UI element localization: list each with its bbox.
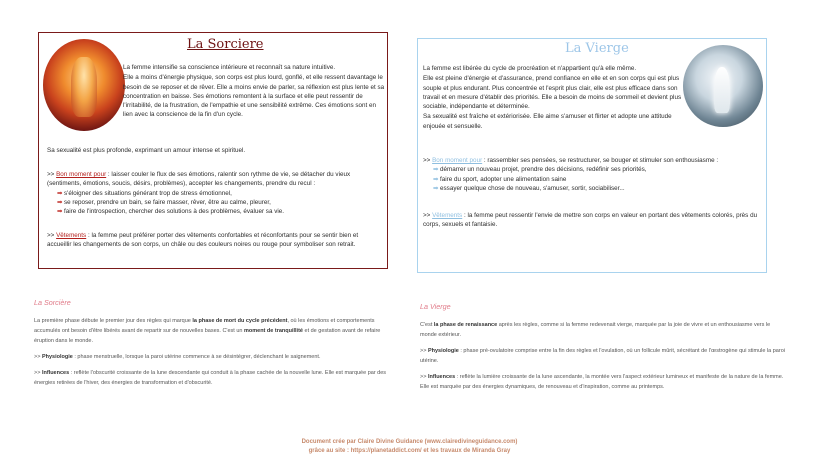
vierge-intro <box>423 64 689 132</box>
vierge-bullet <box>423 165 763 174</box>
sorciere-card <box>38 32 388 269</box>
vierge-moment <box>423 156 763 193</box>
arrow-icon: ➡ <box>433 166 439 174</box>
vierge-moment-label: Bon moment pour <box>432 157 483 164</box>
sorciere-vetement-label: Vêtements <box>56 232 87 239</box>
lower-left-p2: >> Physiologie : phase menstruelle, lorsque la paroi utérine commence à se désintégrer, déclenchant le saignement. <box>34 354 321 360</box>
vierge-title: La Vierge <box>565 41 629 56</box>
sorciere-bullet <box>47 207 383 216</box>
lower-right-p1: C'est la phase de renaissance après les règles, comme si la femme redevenait vierge, marquée par la joie de vivre et un enthousiasme vers le monde extérieur. <box>420 322 771 338</box>
vierge-moment-prefix: >> <box>423 157 433 164</box>
sorciere-bullet <box>47 189 383 198</box>
lower-right-section <box>420 320 785 398</box>
sorciere-bullet-text: se reposer, prendre un bain, se faire masser, rêver, être au calme, pleurer, <box>64 198 271 206</box>
sorciere-moment-prefix: >> <box>47 171 57 178</box>
vierge-moment-text: : rassembler ses pensées, se restructurer, se bouger et stimuler son enthousiasme : <box>482 157 719 164</box>
vierge-bullet <box>423 175 763 184</box>
sorciere-bullet-text: faire de l'introspection, chercher des solutions à des problèmes, évaluer sa vie. <box>64 208 284 216</box>
arrow-icon: ➡ <box>57 198 63 206</box>
sorciere-vetements <box>47 231 383 250</box>
vierge-vetement-label: Vêtements <box>432 212 463 219</box>
vierge-card <box>417 38 767 273</box>
sorciere-vetement-text: : la femme peut préférer porter des vêtements confortables et réconfortants pour se sentir bien et accueillir les changements de son corps, un châle ou des couleurs noires ou rouge pour symboliser son retrait. <box>47 232 359 249</box>
arrow-icon: ➡ <box>57 189 63 197</box>
sorciere-intro-3: Sa sexualité est plus profonde, exprimant un amour intense et spirituel. <box>47 147 246 154</box>
arrow-icon: ➡ <box>433 175 439 183</box>
footer-line-2: grâce au site : https://planetaddict.com/ et les travaux de Miranda Gray <box>308 448 511 454</box>
vierge-bullet-text: faire du sport, adopter une alimentation saine <box>440 175 567 183</box>
vierge-bullet <box>423 184 763 193</box>
vierge-bullet-text: essayer quelque chose de nouveau, s'amuser, sortir, sociabiliser... <box>440 184 625 192</box>
lower-right-p3: >> Influences : reflète la lumière croissante de la lune ascendante, la montée vers l'aspect extérieur lumineux et manifeste de la nature de la femme. Elle est marquée par des énergies dynamiques, de renouveau et d'inspiration, comme au printemps. <box>420 374 784 390</box>
sorciere-intro-2: Elle a moins d'énergie physique, son corps est plus lourd, gonflé, et elle ressent davantage le besoin de se reposer et de rêver. Elle a moins envie de parler, sa réflexion est plus lente et sa concentration en baisse. Ses émotions remontent à la surface et elle peut ressentir de l'irritabilité, de la frustration, de l'empathie et une sensibilité extrême. Ces émotions sont en lien avec la conscience de la fin d'un cycle. <box>123 74 385 119</box>
footer-line-1: Document crée par Claire Divine Guidance (www.clairedivineguidance.com) <box>301 439 518 445</box>
vierge-vetement-prefix: >> <box>423 212 433 219</box>
sorciere-bullet <box>47 198 383 207</box>
lower-left-section <box>34 316 394 394</box>
sorciere-moment-text: : laisser couler le flux de ses émotions, ralentir son rythme de vie, se détacher du vieux (sentiments, émotions, soucis, désirs, problèmes), accepter les changements, prendre du recul : <box>47 171 351 188</box>
lower-left-title: La Sorcière <box>34 298 71 307</box>
lower-left-p3: >> Influences : reflète l'obscurité croissante de la lune descendante qui conduit à la phase cachée de la nouvelle lune. Elle est marquée par des énergies retirées de l'hiver, des énergies de transformation et d'obscurité. <box>34 370 387 386</box>
arrow-icon: ➡ <box>433 184 439 192</box>
vierge-bullet-text: démarrer un nouveau projet, prendre des décisions, redéfinir ses priorités, <box>440 166 647 174</box>
vierge-intro-1: La femme est libérée du cycle de procréation et n'appartient qu'à elle même. <box>423 65 637 72</box>
sorciere-sexualite <box>47 146 383 155</box>
sorciere-image <box>43 39 125 131</box>
lower-left-p1: La première phase débute le premier jour des règles qui marque la phase de mort du cycle précédent, où les émotions et comportements accumulés ont besoin d'être libérés avant de repartir sur de nouvelles bases. C'est un moment de tranquillité et de gestation avant de refaire éruption dans le monde. <box>34 318 381 344</box>
vierge-vetements <box>423 211 763 230</box>
lower-right-p2: >> Physiologie : phase pré-ovulatoire comprise entre la fin des règles et l'ovulation, où un follicule mûrit, sécrétant de l'œstrogène qui stimule la paroi utérine. <box>420 348 785 364</box>
sorciere-bullet-text: s'éloigner des situations générant trop de stress émotionnel, <box>64 189 232 197</box>
sorciere-vetement-prefix: >> <box>47 232 57 239</box>
vierge-image <box>683 45 763 127</box>
vierge-vetement-text: : la femme peut ressentir l'envie de mettre son corps en valeur en portant des vêtements colorés, près du corps, sexuels et fantaisie. <box>423 212 758 229</box>
vierge-intro-3: Sa sexualité est fraîche et extériorisée. Elle aime s'amuser et flirter et adopte une attitude enjouée et sensuelle. <box>423 113 672 130</box>
arrow-icon: ➡ <box>57 208 63 216</box>
sorciere-intro <box>123 63 385 121</box>
sorciere-intro-1: La femme intensifie sa conscience intérieure et reconnaît sa nature intuitive. <box>123 64 336 71</box>
sorciere-title: La Sorciere <box>187 37 264 52</box>
sorciere-moment-label: Bon moment pour <box>56 171 107 178</box>
sorciere-moment <box>47 170 383 216</box>
lower-right-title: La Vierge <box>420 302 451 311</box>
vierge-intro-2: Elle est pleine d'énergie et d'assurance, prend confiance en elle et en son corps qui est plus souple et plus endurant. Plus concentrée et l'esprit plus clair, elle est plus efficace dans son travail et en mesure d'établir des priorités. Elle a besoin de moins de sommeil et devient plus sociable, indépendante et déterminée. <box>423 75 682 111</box>
